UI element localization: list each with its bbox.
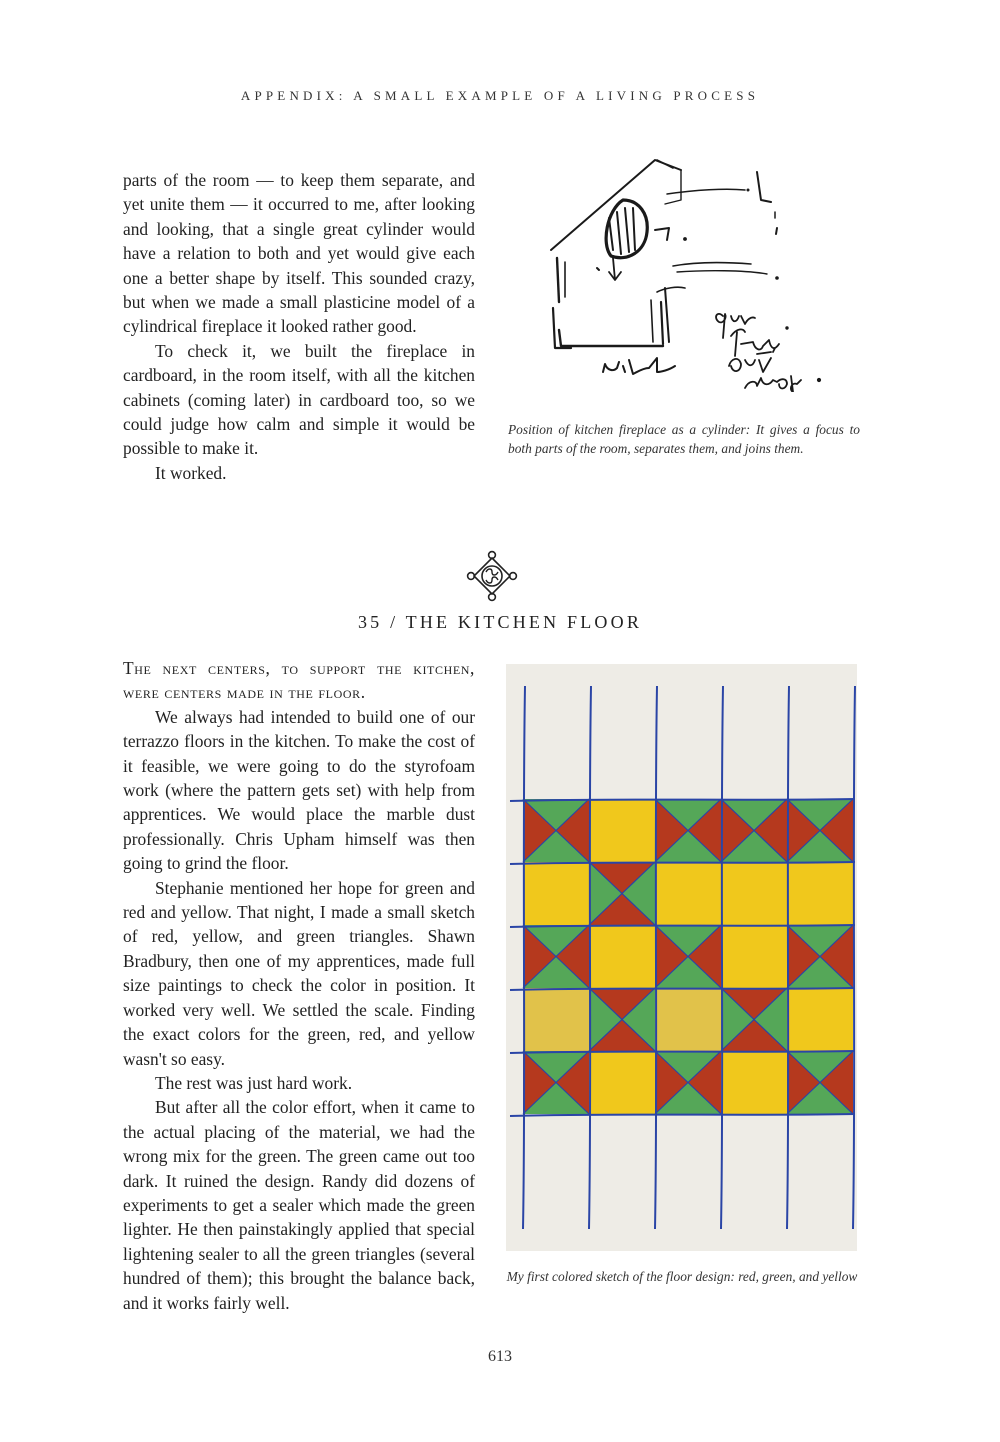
tile-square xyxy=(721,862,787,925)
grid-line-vertical xyxy=(721,686,723,1229)
grid-line-vertical xyxy=(853,686,855,1229)
tile-square xyxy=(589,925,655,988)
bottom-text-column xyxy=(123,656,475,1315)
paragraph: parts of the room — to keep them separate, and yet unite them — it occurred to me, after looking and looking, that a single great cylinder would have a relation to both and yet would give each one a better shape by itself. This sounded crazy, but when we made a small plasticine model of a cylindrical fireplace it looked rather good. xyxy=(123,170,475,337)
lead-paragraph: The next centers, to support the kitchen, were centers made in the floor. xyxy=(123,658,475,703)
tile-square xyxy=(721,925,787,988)
tile-square xyxy=(589,799,655,862)
tile-square xyxy=(589,1051,655,1114)
paragraph: But after all the color effort, when it came to the actual placing of the material, we had the wrong mix for the green. The green came out too dark. It ruined the design. Randy did dozens of experiments to get a sealer which made the green lighter. He then painstakingly applied that special lightening sealer to all the green triangles (several hundred of them); this brought the balance back, and it works fairly well. xyxy=(123,1097,475,1313)
tile-square xyxy=(523,862,589,925)
figure-caption: My first colored sketch of the floor design: red, green, and yellow xyxy=(506,1269,858,1284)
grid-line-vertical xyxy=(655,686,657,1229)
paragraph: Stephanie mentioned her hope for green and red and yellow. That night, I made a small sketch of red, yellow, and green triangles. Shawn Bradbury, then one of my apprentices, made full size paintings to check the color in position. It worked very well. We settled the scale. Finding the exact colors for the green, red, and yellow wasn't so easy. xyxy=(123,877,475,1069)
page-number: 613 xyxy=(488,1348,512,1365)
tile-square xyxy=(523,988,589,1051)
tile-square xyxy=(721,1051,787,1114)
fireplace-sketch xyxy=(545,152,835,392)
paragraph: We always had intended to build one of our terrazzo floors in the kitchen. To make the cost of it feasible, we were going to do the styrofoam work (where the pattern gets set) with help from apprentices. We would place the marble dust professionally. Chris Upham himself was then going to grind the floor. xyxy=(123,706,475,874)
floor-tile-grid xyxy=(523,799,853,1114)
section-title: 35 / THE KITCHEN FLOOR xyxy=(357,612,643,632)
paragraph: To check it, we built the fireplace in cardboard, in the room itself, with all the kitchen cabinets (coming later) in cardboard too, so we could judge how calm and simple it would be possible to make it. xyxy=(123,340,475,459)
tile-square xyxy=(787,862,853,925)
running-head: APPENDIX: A SMALL EXAMPLE OF A LIVING PROCESS xyxy=(240,88,760,103)
ornament-icon xyxy=(466,550,518,602)
paragraph: The rest was just hard work. xyxy=(155,1072,353,1093)
paragraph: It worked. xyxy=(155,462,227,483)
tile-square xyxy=(655,988,721,1051)
tile-square xyxy=(655,862,721,925)
grid-line-vertical xyxy=(787,686,789,1229)
figure-caption: Position of kitchen fireplace as a cylinder: It gives a focus to both parts of the room, separates them, and joins them. xyxy=(508,422,860,456)
tile-square xyxy=(787,988,853,1051)
grid-line-vertical xyxy=(589,686,591,1229)
grid-line-vertical xyxy=(523,686,525,1229)
floor-design-sketch xyxy=(506,664,857,1251)
top-text-column xyxy=(123,168,475,485)
